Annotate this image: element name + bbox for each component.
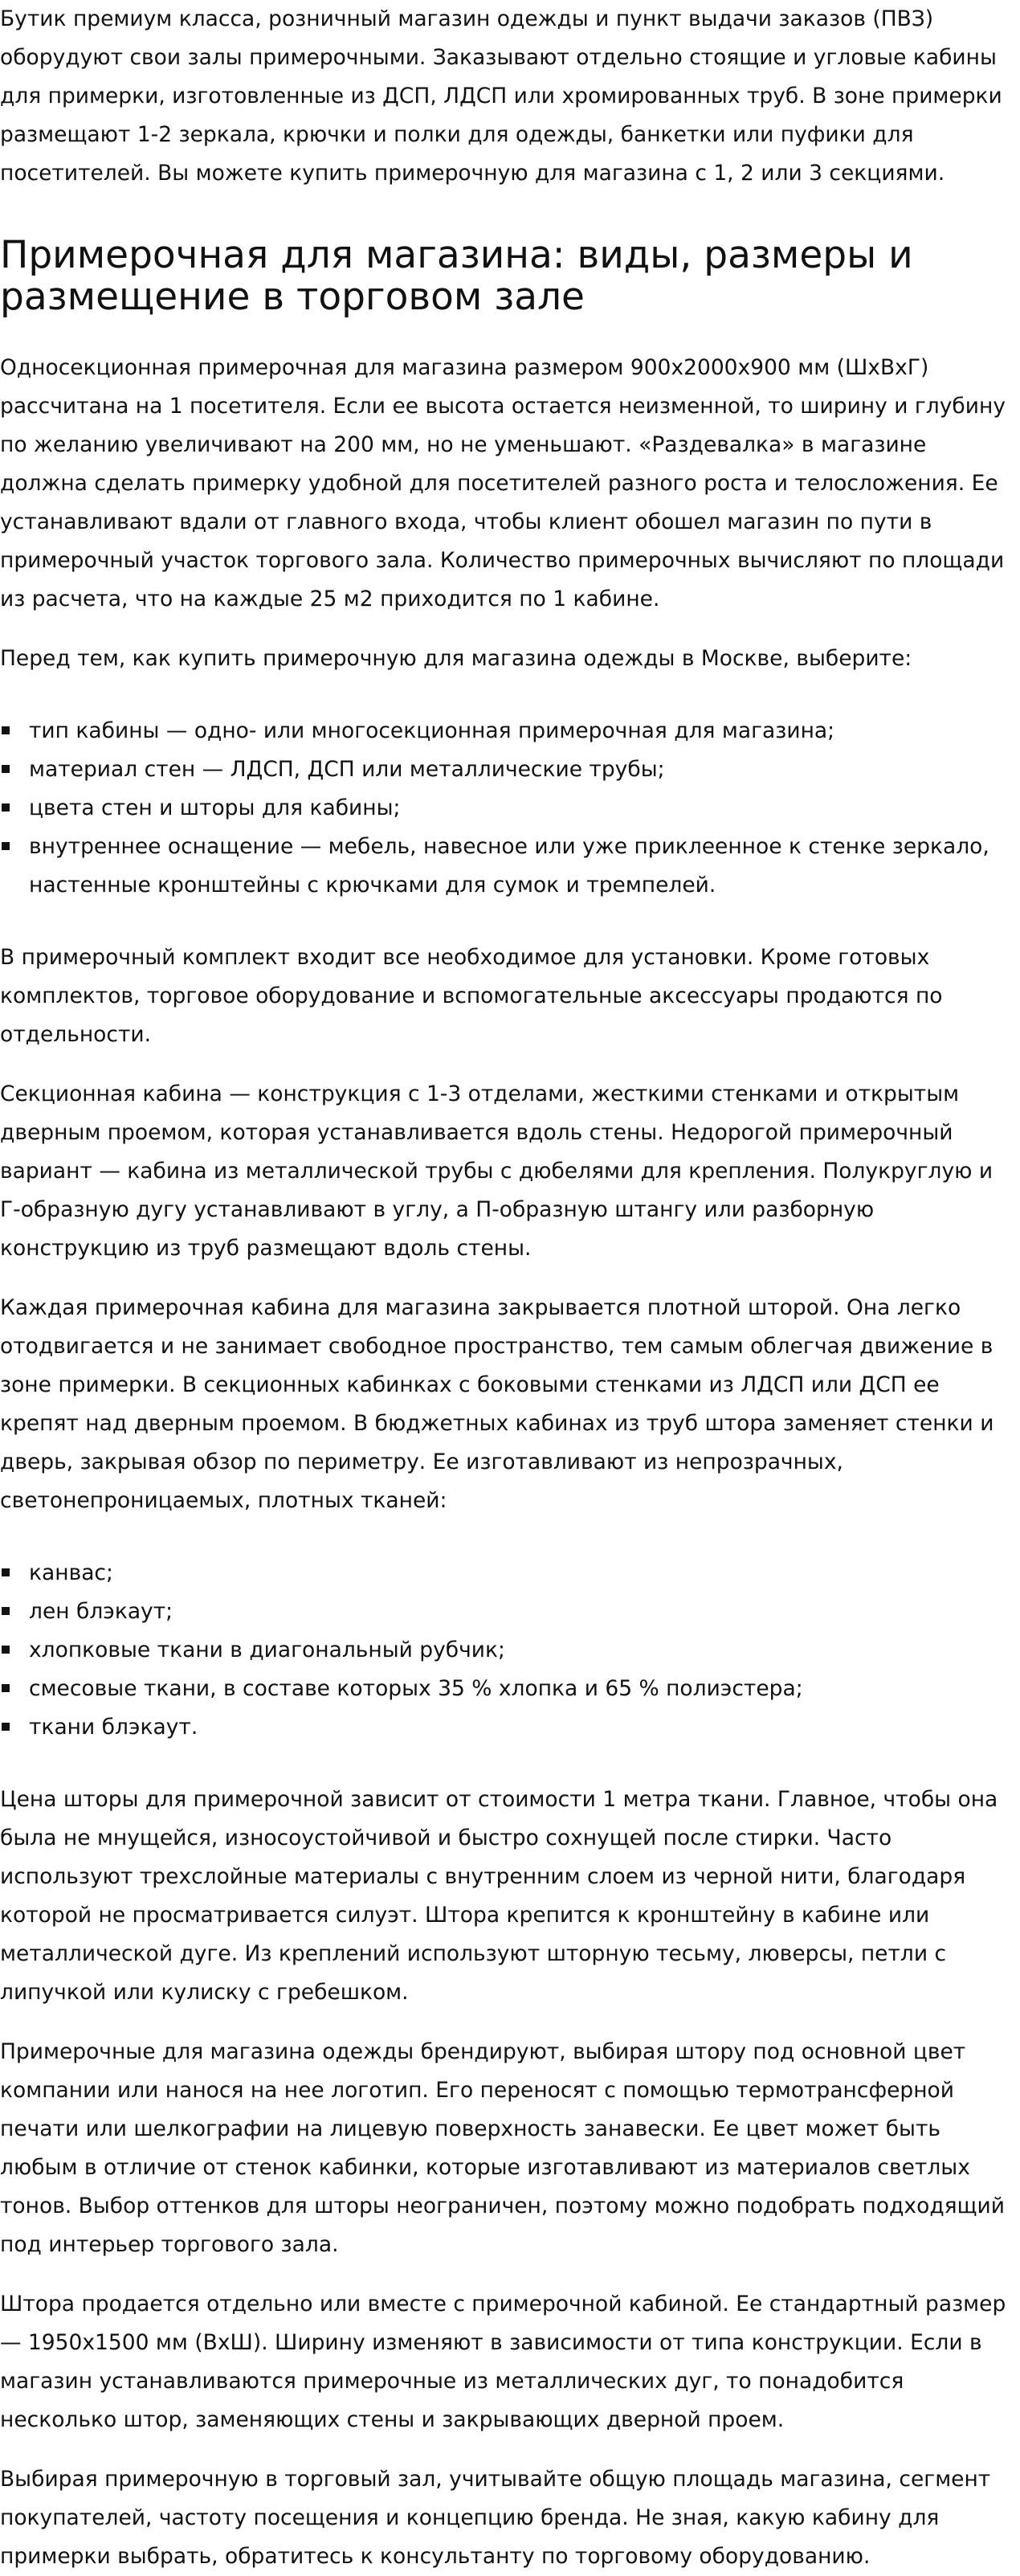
bullet-icon (2, 1723, 10, 1731)
list-item: материал стен — ЛДСП, ДСП или металлические трубы; (0, 750, 1017, 789)
paragraph-conclusion: Выбирая примерочную в торговый зал, учитывайте общую площадь магазина, сегмент покупателей, частоту посещения и концепцию бренда. Не зная, какую кабину для примерки выбрать, обратитесь к консультанту по торговому оборудованию. (0, 2467, 991, 2569)
list-item: смесовые ткани, в составе которых 35 % хлопка и 65 % полиэстера; (0, 1670, 1017, 1708)
list-item: канвас; (0, 1554, 1017, 1593)
paragraph-before-choose: Перед тем, как купить примерочную для магазина одежды в Москве, выберите: (0, 646, 912, 671)
paragraph-single-section-size: Односекционная примерочная для магазина размером 900х2000х900 мм (ШхВхГ) рассчитана на 1 посетителя. Если ее высота остается неизменной, то ширину и глубину по желанию увеличивают на 200 мм, но не уменьшают. «Раздевалка» в магазине должна сделать примерку удобной для посетителей разного роста и телосложения. Ее устанавливают вдали от главного входа, чтобы клиент обошел магазин по пути в примерочный участок торгового зала. Количество примерочных вычисляют по площади из расчета, что на каждые 25 м2 приходится по 1 кабине. (0, 355, 1006, 611)
paragraph-curtain-price: Цена шторы для примерочной зависит от стоимости 1 метра ткани. Главное, чтобы она была не мнущейся, износоустойчивой и быстро сохнущей после стирки. Часто используют трехслойные материалы с внутренним слоем из черной нити, благодаря которой не просматривается силуэт. Штора крепится к кронштейну в кабине или металлической дуге. Из креплений используют шторную тесьму, люверсы, петли с липучкой или кулиску с гребешком. (0, 1787, 998, 2005)
paragraph-kit: В примерочный комплект входит все необходимое для установки. Кроме готовых комплектов, торговое оборудование и вспомогательные аксессуары продаются по отдельности. (0, 945, 943, 1047)
bullet-icon (2, 1646, 10, 1654)
fabrics-list (0, 1554, 1017, 1747)
paragraph-branding: Примерочные для магазина одежды брендируют, выбирая штору под основной цвет компании или нанося на нее логотип. Его переносят с помощью термотрансферной печати или шелкографии на лицевую поверхность занавески. Ее цвет может быть любым в отличие от стенок кабинки, которые изготавливают из материалов светлых тонов. Выбор оттенков для шторы неограничен, поэтому можно подобрать подходящий под интерьер торгового зала. (0, 2039, 1005, 2257)
list-item: внутреннее оснащение — мебель, навесное или уже приклеенное к стенке зеркало, настенные кронштейны с крючками для сумок и тремпелей. (0, 828, 1017, 905)
bullet-icon (2, 1568, 10, 1576)
list-item: цвета стен и шторы для кабины; (0, 789, 1017, 828)
paragraph-curtain-size: Штора продается отдельно или вместе с примерочной кабиной. Ее стандартный размер — 1950х1500 мм (ВхШ). Ширину изменяют в зависимости от типа конструкции. Если в магазин устанавливаются примерочные из металлических дуг, то понадобится несколько штор, заменяющих стены и закрывающих дверной проем. (0, 2292, 1006, 2432)
paragraph-section-cabin: Секционная кабина — конструкция с 1-3 отделами, жесткими стенками и открытым дверным проемом, которая устанавливается вдоль стены. Недорогой примерочный вариант — кабина из металлической трубы с дюбелями для крепления. Полукруглую и Г-образную дугу устанавливают в углу, а П-образную штангу или разборную конструкцию из труб размещают вдоль стены. (0, 1082, 993, 1261)
section-heading: Примерочная для магазина: виды, размеры и размещение в торговом зале (0, 233, 913, 319)
list-item: лен блэкаут; (0, 1593, 1017, 1631)
paragraph-curtain: Каждая примерочная кабина для магазина закрывается плотной шторой. Она легко отодвигается и не занимает свободное пространство, тем самым облегчая движение в зоне примерки. В секционных кабинках с боковыми стенками из ЛДСП или ДСП ее крепят над дверным проемом. В бюджетных кабинах из труб штора заменяет стенки и дверь, закрывая обзор по периметру. Ее изготавливают из непрозрачных, светонепроницаемых, плотных тканей: (0, 1295, 994, 1513)
bullet-icon (2, 842, 10, 850)
list-item: хлопковые ткани в диагональный рубчик; (0, 1631, 1017, 1670)
bullet-icon (2, 803, 10, 812)
bullet-icon (2, 1607, 10, 1615)
list-item: ткани блэкаут. (0, 1708, 1017, 1747)
bullet-icon (2, 765, 10, 773)
intro-paragraph: Бутик премиум класса, розничный магазин одежды и пункт выдачи заказов (ПВЗ) оборудуют свои залы примерочными. Заказывают отдельно стоящие и угловые кабины для примерки, изготовленные из ДСП, ЛДСП или хромированных труб. В зоне примерки размещают 1-2 зеркала, крючки и полки для одежды, банкетки или пуфики для посетителей. Вы можете купить примерочную для магазина с 1, 2 или 3 секциями. (0, 6, 1002, 186)
bullet-icon (2, 1684, 10, 1692)
bullet-icon (2, 726, 10, 734)
choose-list (0, 712, 1017, 905)
list-item: тип кабины — одно- или многосекционная примерочная для магазина; (0, 712, 1017, 750)
